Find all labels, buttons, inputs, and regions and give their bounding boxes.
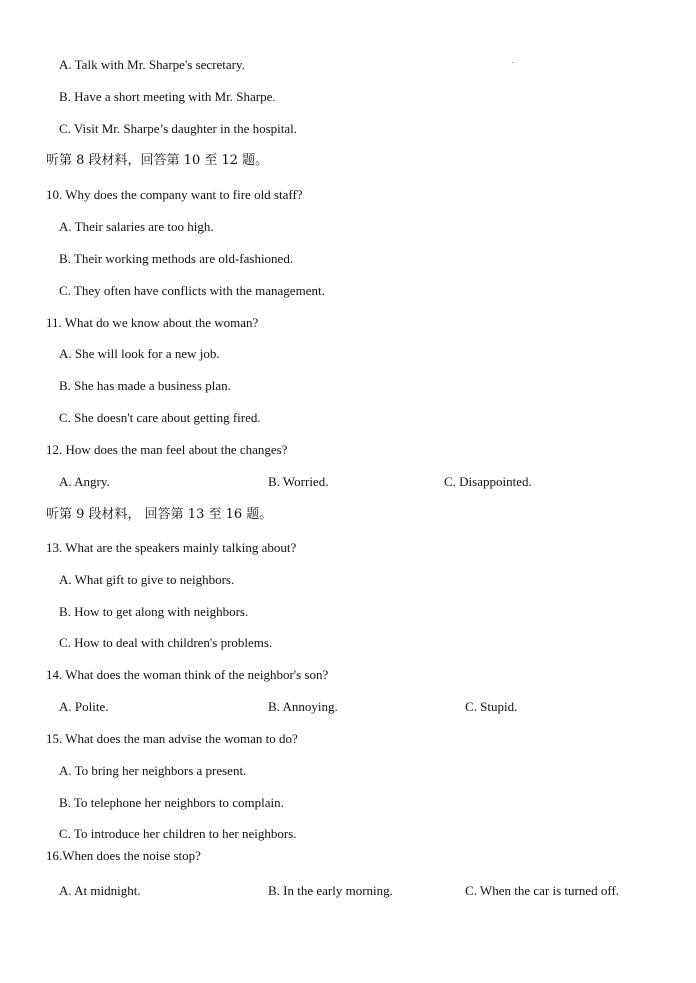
q14-options-row xyxy=(0,699,696,715)
q11-option-b: B. She has made a business plan. xyxy=(59,378,231,393)
section-9-heading: 听第 9 段材料， 回答第 13 至 16 题。 xyxy=(46,507,273,522)
question-14: 14. What does the woman think of the neighbor's son? xyxy=(46,667,329,682)
q14-option-b: B. Annoying. xyxy=(268,699,338,714)
section-8-heading: 听第 8 段材料，回答第 10 至 12 题。 xyxy=(46,153,269,168)
q12-option-a: A. Angry. xyxy=(59,474,110,489)
q13-option-b: B. How to get along with neighbors. xyxy=(59,604,249,619)
q12-option-b: B. Worried. xyxy=(268,474,329,489)
q16-options-row xyxy=(0,883,696,899)
q14-option-a: A. Polite. xyxy=(59,699,109,714)
q9-option-b: B. Have a short meeting with Mr. Sharpe. xyxy=(59,89,276,104)
q15-option-b: B. To telephone her neighbors to complain. xyxy=(59,795,284,810)
q16-option-b: B. In the early morning. xyxy=(268,883,393,898)
q12-options-row xyxy=(0,474,696,490)
q11-option-c: C. She doesn't care about getting fired. xyxy=(59,410,261,425)
q11-option-a: A. She will look for a new job. xyxy=(59,346,220,361)
q15-option-c: C. To introduce her children to her neighbors. xyxy=(59,826,297,841)
q9-option-a: A. Talk with Mr. Sharpe's secretary. xyxy=(59,57,245,72)
q12-option-c: C. Disappointed. xyxy=(444,474,532,489)
q10-option-a: A. Their salaries are too high. xyxy=(59,219,214,234)
q16-option-c: C. When the car is turned off. xyxy=(465,883,620,898)
q13-option-a: A. What gift to give to neighbors. xyxy=(59,572,235,587)
question-16: 16.When does the noise stop? xyxy=(46,848,201,863)
question-11: 11. What do we know about the woman? xyxy=(46,315,259,330)
q9-option-c: C. Visit Mr. Sharpe’s daughter in the hospital. xyxy=(59,121,298,136)
question-12: 12. How does the man feel about the changes? xyxy=(46,442,288,457)
scan-speck xyxy=(512,62,513,63)
q10-option-c: C. They often have conflicts with the management. xyxy=(59,283,325,298)
question-13: 13. What are the speakers mainly talking about? xyxy=(46,540,297,555)
q10-option-b: B. Their working methods are old-fashioned. xyxy=(59,251,294,266)
question-15: 15. What does the man advise the woman to do? xyxy=(46,731,298,746)
q14-option-c: C. Stupid. xyxy=(465,699,518,714)
q16-option-a: A. At midnight. xyxy=(59,883,141,898)
q15-option-a: A. To bring her neighbors a present. xyxy=(59,763,247,778)
question-10: 10. Why does the company want to fire old staff? xyxy=(46,187,303,202)
q13-option-c: C. How to deal with children's problems. xyxy=(59,635,273,650)
